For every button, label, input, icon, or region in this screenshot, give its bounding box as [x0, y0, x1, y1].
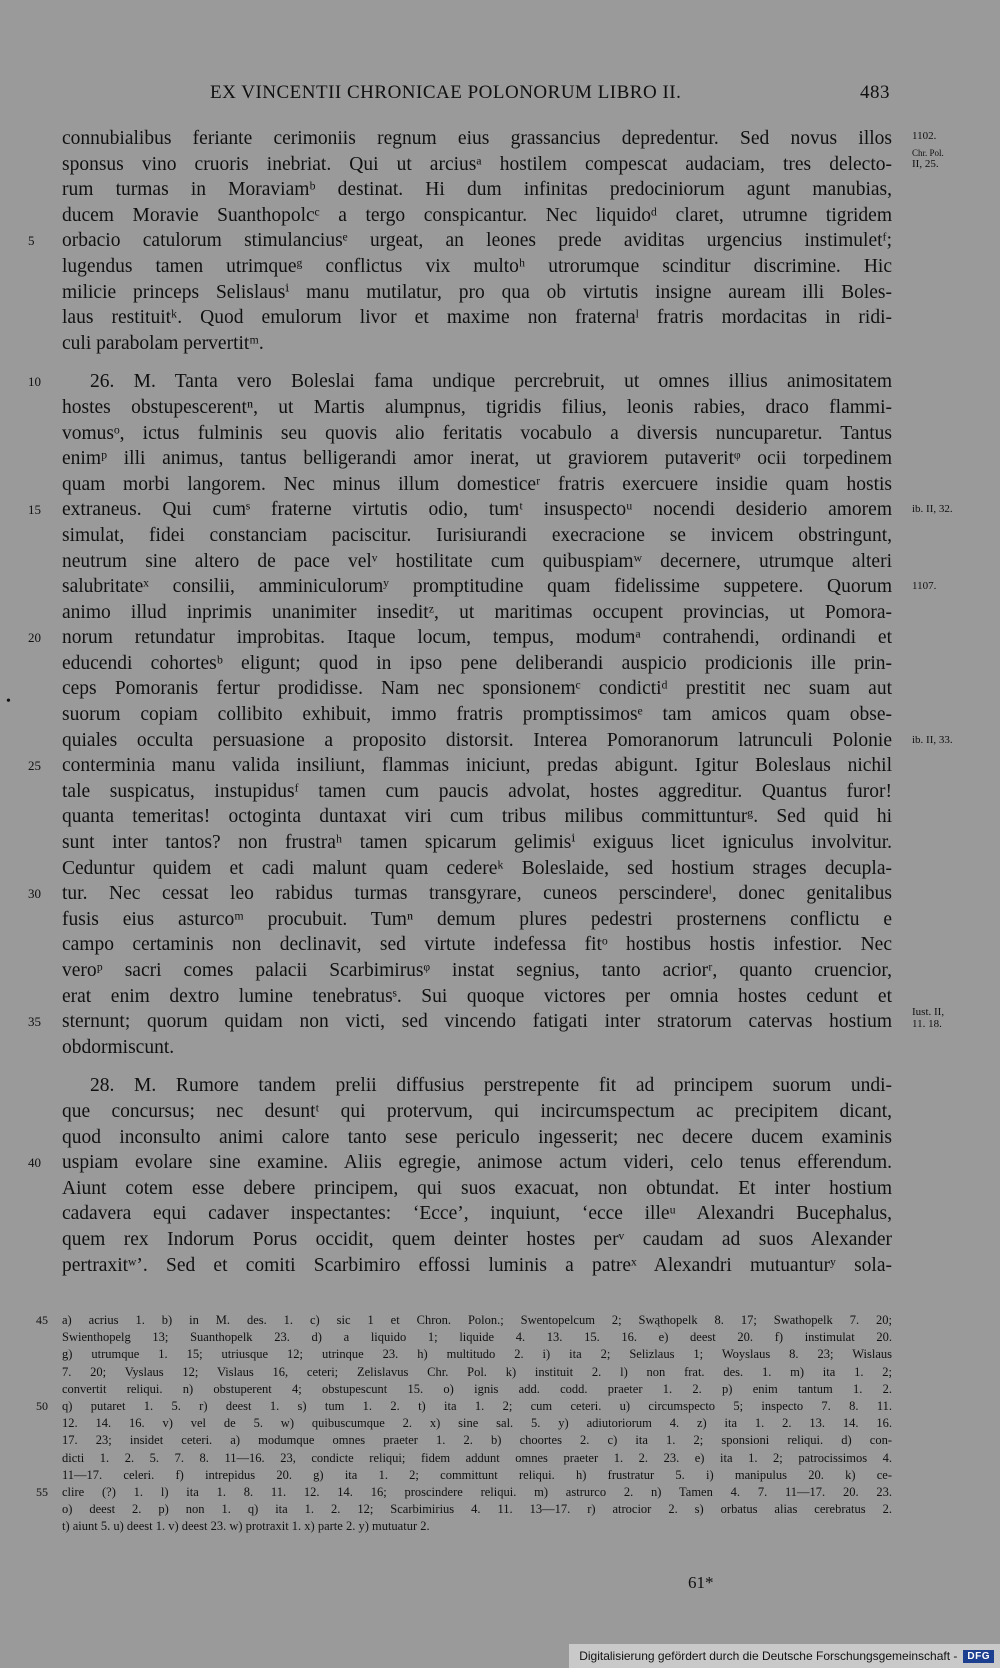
- text-line: simulat, fidei constanciam paciscitur. Iurisiurandi execracione se invicem obstringunt,: [62, 524, 892, 546]
- line-number-10: 10: [28, 374, 41, 389]
- digitization-credit: [569, 1644, 1000, 1668]
- footnote-line: convertit reliqui. n) obstuperent 4; obstupescunt 15. o) ignis add. codd. praeter 1. 2. p) enim tantum 1. 2.: [62, 1381, 892, 1396]
- text-line: animo illud inprimis unanimiter inseditᶻ, ut maritimas occupent provincias, ut Pomora-: [62, 601, 892, 623]
- text-line: quanta temeritas! octoginta duntaxat viri cum tribus milibus committunturᵍ. Sed quid hi: [62, 806, 892, 828]
- footnote-line: t) aiunt 5. u) deest 1. v) deest 23. w) protraxit 1. x) parte 2. y) mutuatur 2.: [62, 1519, 430, 1534]
- critical-apparatus: [36, 1312, 892, 1535]
- page-number: 483: [860, 82, 890, 103]
- text-line: extraneus. Qui cumˢ fraterne virtutis odio, tumᵗ insuspectoᵘ nocendi desiderio amorem: [62, 499, 892, 521]
- text-line: neutrum sine altero de pace velᵛ hostilitate cum quibuspiamʷ decernere, utrumque alteri: [62, 550, 892, 572]
- text-line: uspiam evolare sine examine. Aliis egregie, animose actum videri, celo tenus efferendum.: [62, 1152, 892, 1174]
- text-line: culi parabolam pervertitᵐ.: [62, 332, 264, 354]
- line-number-15: 15: [28, 502, 41, 517]
- text-line: veroᵖ sacri comes palacii Scarbimirusᵠ instat segnius, tanto acriorʳ, quanto cruencior,: [62, 960, 892, 981]
- margin-note-source: Iust. II,: [912, 1006, 945, 1018]
- line-number-40: 40: [28, 1155, 41, 1170]
- text-line: ducem Moravie Suanthopolcᶜ a tergo conspicantur. Nec liquidoᵈ claret, utrumne tigridem: [62, 204, 892, 226]
- running-title: EX VINCENTII CHRONICAE POLONORUM LIBRO II.: [210, 82, 682, 103]
- stray-mark: •: [6, 694, 11, 709]
- line-number-35: 35: [28, 1014, 41, 1029]
- text-line: quod inconsulto animi calore tanto sese periculo ingesserit; nec decere ducem examinis: [62, 1126, 892, 1148]
- text-line: vomusᵒ, ictus fulminis seu quovis alio feritatis vocabulo a diversis nuncuparetur. Tantus: [62, 422, 892, 444]
- text-line: tur. Nec cessat leo rabidus turmas transgyrare, cuneos perscindereˡ, donec genitalibus: [62, 883, 892, 905]
- margin-note-year: 1102.: [912, 130, 937, 142]
- text-line: laus restituitᵏ. Quod emulorum livor et maxime non fraternaˡ fratris mordacitas in ridi-: [62, 307, 892, 329]
- text-line: Aiunt cotem esse debere principem, qui suos exacuat, non obtundat. Et inter hostium: [62, 1177, 892, 1199]
- line-number-5: 5: [28, 233, 35, 248]
- text-line: campo certaminis non declinavit, sed virtute indefessa fitᵒ hostibus hostis infestior. Nec: [62, 934, 892, 956]
- margin-note-ref: ib. II, 33.: [912, 734, 953, 746]
- footnote-line-number-50: 50: [36, 1399, 48, 1413]
- margin-note-ref: II, 25.: [912, 158, 939, 170]
- text-line: suorum copiam collibito exhibuit, immo fratris promptissimosᵉ tam amicos quam obse-: [62, 704, 892, 726]
- footnote-line: q) putaret 1. 5. r) deest 1. s) tum 1. 2. t) ita 1. 2; cum ceteri. u) circumspecto 5; inspecto 7. 8. 11.: [62, 1398, 892, 1413]
- text-line: connubialibus feriante cerimoniis regnum eius grassancius depredentur. Sed novus illos: [62, 128, 892, 149]
- paragraph-28-start: 28. M. Rumore tandem prelii diffusius perstrepente fit ad principem suorum undi-: [90, 1075, 892, 1097]
- text-line: educendi cohortesᵇ eligunt; quod in ipso pene deliberandi auspicio prodicionis ille prin-: [62, 652, 892, 674]
- text-line: conterminia manu valida insiliunt, flammas iniciunt, predas abigunt. Igitur Boleslaus nichil: [62, 755, 892, 777]
- text-line: enimᵖ illi animus, tantus belligerandi amor inerat, ut graviorem putaveritᵠ ocii torpedinem: [62, 448, 892, 470]
- text-line: milicie princeps Selislausⁱ manu mutilatur, pro qua ob virtutis insigne auream illi Boles-: [62, 281, 892, 303]
- text-line: sponsus vino cruoris inebriat. Qui ut arciusᵃ hostilem compescat audaciam, tres delecto-: [62, 153, 892, 175]
- text-line: tale suspicatus, instupidusᶠ tamen cum paucis advolat, hostes aggreditur. Quantus furor!: [62, 780, 892, 802]
- main-text: [28, 126, 953, 1278]
- margin-note-ref: ib. II, 32.: [912, 503, 953, 515]
- text-line: salubritateˣ consilii, amminiculorumʸ promptitudine quam fidelissime suppetere. Quorum: [62, 576, 892, 598]
- text-line: ceps Pomoranis fertur prodidisse. Nam nec sponsionemᶜ condictiᵈ prestitit nec suam aut: [62, 678, 892, 700]
- text-line: sunt inter tantos? non frustraʰ tamen spicarum gelimisⁱ exiguus licet igniculus involvitur.: [62, 832, 892, 854]
- footnote-line: 7. 20; Vyslaus 12; Vislaus 16, ceteri; Zelislavus Chr. Pol. k) instituit 2. l) non frat. des. 1. m) ita 1. 2;: [62, 1364, 892, 1379]
- text-line: orbacio catulorum stimulanciusᵉ urgeat, an leones prede aviditas urgencius instimuletᶠ;: [62, 230, 892, 252]
- line-number-25: 25: [28, 758, 41, 773]
- text-line: fusis eius asturcoᵐ procubuit. Tumⁿ demum plures pedestri prosternens conflictu e: [62, 908, 892, 930]
- footnote-line: Swienthopelg 13; Suanthopelk 23. d) a liquido 1; liquide 4. 13. 15. 16. e) deest 20. f) instimulat 20.: [62, 1330, 892, 1345]
- text-line: pertraxitʷ’. Sed et comiti Scarbimiro effossi luminis a patreˣ Alexandri mutuanturʸ sola-: [62, 1254, 892, 1276]
- text-line: quiales occulta persuasione a proposito distorsit. Interea Pomoranorum latrunculi Polonie: [62, 729, 892, 751]
- footnote-line: a) acrius 1. b) in M. des. 1. c) sic 1 et Chron. Polon.; Swentopelcum 2; Swąthopelk 8. 17; Swathopelk 7. 20;: [62, 1313, 892, 1327]
- margin-note-ref: 11. 18.: [912, 1018, 942, 1030]
- text-line: erat enim dextro lumine tenebratusˢ. Sui quoque victores per omnia hostes cedunt et: [62, 985, 892, 1007]
- text-line: quam morbi langorem. Nec minus illum domesticeʳ fratris exercuere insidie quam hostis: [62, 473, 892, 495]
- text-line: norum retundatur improbitas. Itaque locum, tempus, modumᵃ contrahendi, ordinandi et: [62, 627, 892, 649]
- text-line: lugendus tamen utrimqueᵍ conflictus vix multoʰ utrorumque scinditur discrimine. Hic: [62, 255, 892, 277]
- text-line: quem rex Indorum Porus occidit, quem deinter hostes perᵛ caudam ad suos Alexander: [62, 1228, 892, 1250]
- paragraph-26-start: 26. M. Tanta vero Boleslai fama undique percrebruit, ut omnes illius animositatem: [90, 371, 892, 393]
- footnote-line: o) deest 2. p) non 1. q) ita 1. 2. 12; Scarbimirius 4. 11. 13—17. r) atrocior 2. s) orbatus alias cerebratus 2.: [62, 1502, 892, 1517]
- line-number-20: 20: [28, 630, 41, 645]
- text-line: rum turmas in Moraviamᵇ destinat. Hi dum infinitas predociniorum agunt manubias,: [62, 179, 892, 201]
- footnote-line: g) utrumque 1. 15; utriusque 12; utrinque 23. h) multitudo 2. i) ita 2; Selizlaus 1; Woyslaus 8. 23; Wislaus: [62, 1347, 892, 1362]
- footnote-line-number-55: 55: [36, 1485, 48, 1499]
- text-line: sternunt; quorum quidam non victi, sed vincendo fatigati inter stratorum catervas hostium: [62, 1011, 892, 1033]
- margin-note-year: 1107.: [912, 580, 937, 592]
- text-line: que concursus; nec desuntᵗ qui protervum, qui incircumspectum ac precipitem dicant,: [62, 1100, 892, 1122]
- text-line: Ceduntur quidem et cadi malunt quam cedereᵏ Boleslaide, sed hostium strages decupla-: [62, 857, 892, 879]
- footnote-line: 17. 23; insidet ceteri. a) modumque omnes praeter 1. 2. b) choortes 2. c) ita 1. 2; sponsioni reliqui. d) con-: [62, 1433, 892, 1448]
- line-number-30: 30: [28, 886, 41, 901]
- margin-note-source: Chr. Pol.: [912, 148, 944, 158]
- dfg-logo: DFG: [963, 1650, 994, 1663]
- text-line: hostes obstupescerentⁿ, ut Martis alumpnus, tigridis filius, leonis rabies, draco flammi-: [62, 396, 892, 418]
- page-header: [60, 82, 890, 112]
- text-line: cadavera equi cadaver inspectantes: ‘Ecce’, inquiunt, ‘ecce illeᵘ Alexandri Bucephalus,: [62, 1203, 892, 1225]
- footnote-line: dicti 1. 2. 5. 7. 8. 11—16. 23, condicte reliqui; fidem addunt omnes praeter 1. 2. 23. e) ita 1. 2; patrocissimos 4.: [62, 1450, 892, 1465]
- text-line: obdormiscunt.: [62, 1036, 175, 1058]
- signature-mark: 61*: [688, 1573, 714, 1592]
- footnote-line: 11—17. celeri. f) intrepidus 20. g) ita 1. 2; committunt reliqui. h) frustratur 5. i) manipulus 20. k) ce-: [62, 1467, 892, 1482]
- credit-text: Digitalisierung gefördert durch die Deutsche Forschungsgemeinschaft -: [579, 1649, 958, 1663]
- footnote-line: 12. 14. 16. v) vel de 5. w) quibuscumque 2. x) sine sal. 5. y) adiutoriorum 4. z) ita 1. 2. 13. 14. 16.: [62, 1416, 892, 1431]
- footnote-line-number-45: 45: [36, 1313, 48, 1327]
- footnote-line: clire (?) 1. l) ita 1. 8. 11. 12. 14. 16; proscindere reliqui. m) astrurco 2. n) Tamen 4. 7. 11—17. 20. 23.: [62, 1484, 892, 1499]
